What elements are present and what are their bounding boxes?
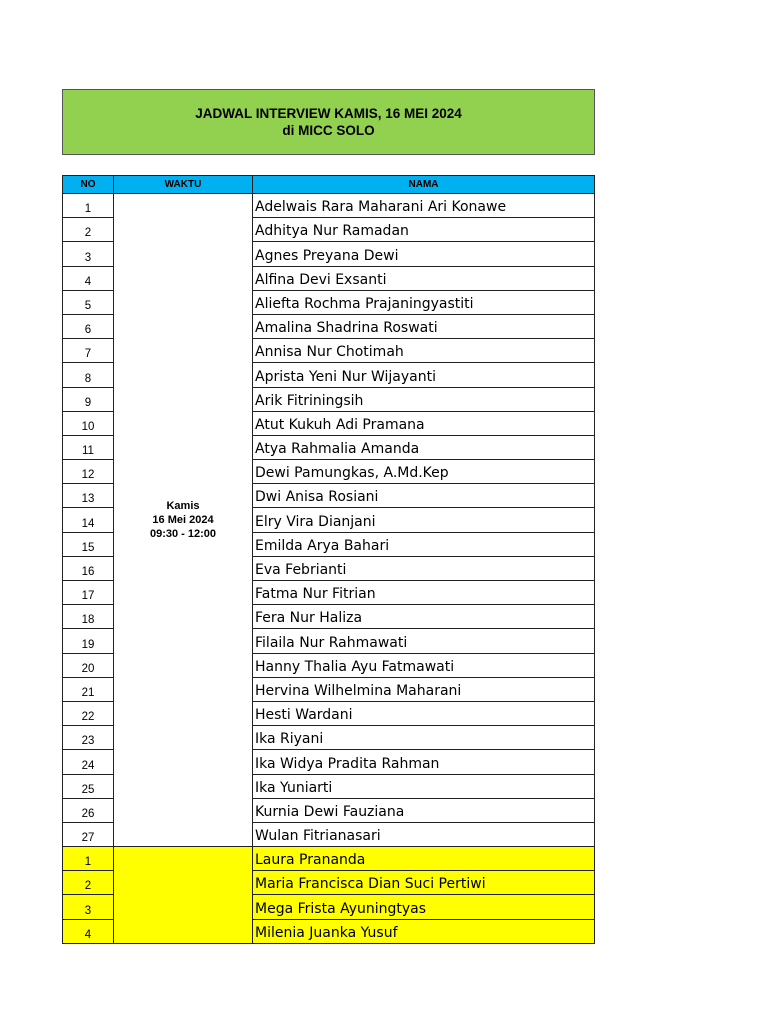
column-header-waktu[interactable]: WAKTU bbox=[113, 175, 252, 194]
schedule-title bbox=[62, 89, 595, 155]
name-cell[interactable]: Alfina Devi Exsanti bbox=[252, 267, 595, 291]
row-number-cell[interactable]: 17 bbox=[62, 581, 113, 605]
row-number-cell[interactable]: 6 bbox=[62, 315, 113, 339]
name-cell[interactable]: Kurnia Dewi Fauziana bbox=[252, 799, 595, 823]
row-number-cell[interactable]: 2 bbox=[62, 218, 113, 242]
name-cell[interactable]: Ika Widya Pradita Rahman bbox=[252, 750, 595, 774]
name-cell[interactable]: Adhitya Nur Ramadan bbox=[252, 218, 595, 242]
name-cell[interactable]: Amalina Shadrina Roswati bbox=[252, 315, 595, 339]
name-cell[interactable]: Adelwais Rara Maharani Ari Konawe bbox=[252, 194, 595, 218]
title-line-1: JADWAL INTERVIEW KAMIS, 16 MEI 2024 bbox=[195, 106, 462, 121]
name-cell[interactable]: Hesti Wardani bbox=[252, 702, 595, 726]
name-cell[interactable]: Dewi Pamungkas, A.Md.Kep bbox=[252, 460, 595, 484]
schedule-table bbox=[62, 175, 595, 944]
row-number-cell[interactable]: 7 bbox=[62, 339, 113, 363]
row-number-cell[interactable]: 1 bbox=[62, 194, 113, 218]
name-cell[interactable]: Dwi Anisa Rosiani bbox=[252, 484, 595, 508]
waktu-time: 09:30 - 12:00 bbox=[149, 528, 217, 541]
waktu-date: 16 Mei 2024 bbox=[152, 514, 214, 527]
column-header-no[interactable]: NO bbox=[62, 175, 113, 194]
row-number-cell[interactable]: 10 bbox=[62, 412, 113, 436]
row-number-cell[interactable]: 1 bbox=[62, 847, 113, 871]
row-number-cell[interactable]: 13 bbox=[62, 484, 113, 508]
name-cell[interactable]: Atut Kukuh Adi Pramana bbox=[252, 412, 595, 436]
row-number-cell[interactable]: 8 bbox=[62, 363, 113, 387]
row-number-cell[interactable]: 4 bbox=[62, 267, 113, 291]
name-cell[interactable]: Annisa Nur Chotimah bbox=[252, 339, 595, 363]
column-header-nama[interactable]: NAMA bbox=[252, 175, 595, 194]
name-cell[interactable]: Agnes Preyana Dewi bbox=[252, 242, 595, 266]
row-number-cell[interactable]: 3 bbox=[62, 242, 113, 266]
name-cell[interactable]: Eva Febrianti bbox=[252, 557, 595, 581]
name-cell[interactable]: Arik Fitriningsih bbox=[252, 388, 595, 412]
waktu-day: Kamis bbox=[166, 500, 200, 513]
row-number-cell[interactable]: 23 bbox=[62, 726, 113, 750]
row-number-cell[interactable]: 15 bbox=[62, 533, 113, 557]
row-number-cell[interactable]: 12 bbox=[62, 460, 113, 484]
row-number-cell[interactable]: 20 bbox=[62, 654, 113, 678]
name-cell[interactable]: Hervina Wilhelmina Maharani bbox=[252, 678, 595, 702]
name-cell[interactable]: Aprista Yeni Nur Wijayanti bbox=[252, 363, 595, 387]
name-cell[interactable]: Elry Vira Dianjani bbox=[252, 508, 595, 532]
row-number-cell[interactable]: 24 bbox=[62, 750, 113, 774]
name-cell[interactable]: Ika Riyani bbox=[252, 726, 595, 750]
waktu-merged-cell-highlight[interactable] bbox=[113, 847, 252, 944]
name-cell[interactable]: Mega Frista Ayuningtyas bbox=[252, 895, 595, 919]
row-number-cell[interactable]: 9 bbox=[62, 388, 113, 412]
name-cell[interactable]: Atya Rahmalia Amanda bbox=[252, 436, 595, 460]
row-number-cell[interactable]: 5 bbox=[62, 291, 113, 315]
name-cell[interactable]: Fera Nur Haliza bbox=[252, 605, 595, 629]
row-number-cell[interactable]: 14 bbox=[62, 508, 113, 532]
row-number-cell[interactable]: 21 bbox=[62, 678, 113, 702]
row-number-cell[interactable]: 4 bbox=[62, 920, 113, 944]
name-cell[interactable]: Hanny Thalia Ayu Fatmawati bbox=[252, 654, 595, 678]
row-number-cell[interactable]: 3 bbox=[62, 895, 113, 919]
name-cell[interactable]: Ika Yuniarti bbox=[252, 775, 595, 799]
name-cell[interactable]: Milenia Juanka Yusuf bbox=[252, 920, 595, 944]
row-number-cell[interactable]: 19 bbox=[62, 629, 113, 653]
name-cell[interactable]: Filaila Nur Rahmawati bbox=[252, 629, 595, 653]
name-cell[interactable]: Maria Francisca Dian Suci Pertiwi bbox=[252, 871, 595, 895]
name-cell[interactable]: Wulan Fitrianasari bbox=[252, 823, 595, 847]
row-number-cell[interactable]: 22 bbox=[62, 702, 113, 726]
name-cell[interactable]: Fatma Nur Fitrian bbox=[252, 581, 595, 605]
row-number-cell[interactable]: 2 bbox=[62, 871, 113, 895]
row-number-cell[interactable]: 16 bbox=[62, 557, 113, 581]
table-header-row bbox=[62, 175, 595, 194]
row-number-cell[interactable]: 25 bbox=[62, 775, 113, 799]
name-cell[interactable]: Aliefta Rochma Prajaningyastiti bbox=[252, 291, 595, 315]
waktu-merged-cell[interactable] bbox=[113, 194, 252, 847]
name-cell[interactable]: Laura Prananda bbox=[252, 847, 595, 871]
row-number-cell[interactable]: 18 bbox=[62, 605, 113, 629]
row-number-cell[interactable]: 26 bbox=[62, 799, 113, 823]
row-number-cell[interactable]: 27 bbox=[62, 823, 113, 847]
row-number-cell[interactable]: 11 bbox=[62, 436, 113, 460]
title-line-2: di MICC SOLO bbox=[282, 123, 375, 138]
name-cell[interactable]: Emilda Arya Bahari bbox=[252, 533, 595, 557]
